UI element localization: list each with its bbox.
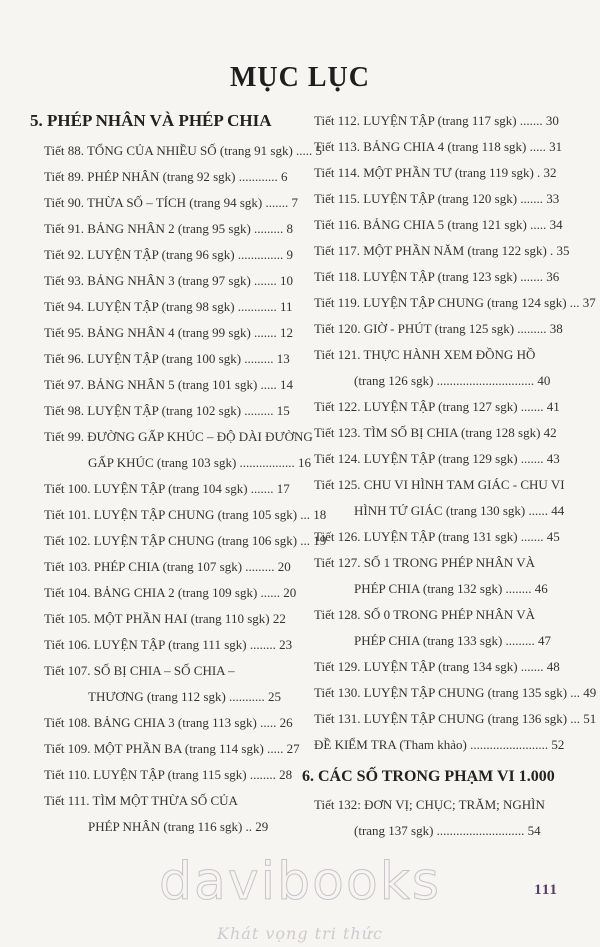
toc-entry: HÌNH TỨ GIÁC (trang 130 sgk) ...... 44 (354, 503, 565, 518)
toc-entry: Tiết 121. THỰC HÀNH XEM ĐỒNG HỒ (314, 347, 536, 362)
toc-entry: PHÉP CHIA (trang 132 sgk) ........ 46 (354, 581, 548, 596)
toc-entry: Tiết 105. MỘT PHẦN HAI (trang 110 sgk) 22 (44, 611, 286, 626)
toc-entry: Tiết 111. TÌM MỘT THỪA SỐ CỦA (44, 793, 238, 808)
toc-entry: Tiết 124. LUYỆN TẬP (trang 129 sgk) ....... 43 (314, 451, 560, 466)
toc-entry: Tiết 132: ĐƠN VỊ; CHỤC; TRĂM; NGHÌN (314, 797, 545, 812)
toc-entry: Tiết 99. ĐƯỜNG GẤP KHÚC – ĐỘ DÀI ĐƯỜNG (44, 429, 313, 444)
page-title: MỤC LỤC (230, 62, 370, 93)
toc-entry: Tiết 100. LUYỆN TẬP (trang 104 sgk) ....... 17 (44, 481, 290, 496)
toc-entry: Tiết 128. SỐ 0 TRONG PHÉP NHÂN VÀ (314, 607, 536, 622)
section-heading: 5. PHÉP NHÂN VÀ PHÉP CHIA (30, 111, 272, 130)
toc-entry: Tiết 96. LUYỆN TẬP (trang 100 sgk) ......... 13 (44, 351, 290, 366)
toc-entry: Tiết 102. LUYỆN TẬP CHUNG (trang 106 sgk) ... 19 (44, 533, 327, 548)
toc-entry: (trang 137 sgk) ........................... 54 (354, 823, 541, 838)
toc-entry: Tiết 110. LUYỆN TẬP (trang 115 sgk) ........ 28 (44, 767, 293, 782)
toc-entry-list (302, 108, 597, 758)
toc-entry: Tiết 89. PHÉP NHÂN (trang 92 sgk) ............ 6 (44, 169, 288, 184)
toc-entry: Tiết 114. MỘT PHẦN TƯ (trang 119 sgk) . 32 (314, 165, 557, 180)
toc-entry: Tiết 117. MỘT PHẦN NĂM (trang 122 sgk) . 35 (314, 243, 570, 258)
section-heading: 6. CÁC SỐ TRONG PHẠM VI 1.000 (302, 768, 555, 785)
toc-entry: Tiết 112. LUYỆN TẬP (trang 117 sgk) ....... 30 (314, 113, 559, 128)
toc-entry: Tiết 109. MỘT PHẦN BA (trang 114 sgk) ..... 27 (44, 741, 300, 756)
toc-right-column (302, 108, 597, 844)
toc-entry: Tiết 92. LUYỆN TẬP (trang 96 sgk) .............. 9 (44, 247, 294, 262)
toc-entry: (trang 126 sgk) .............................. 40 (354, 373, 551, 388)
page-number: 111 (534, 882, 558, 898)
toc-entry: Tiết 97. BẢNG NHÂN 5 (trang 101 sgk) ..... 14 (44, 377, 294, 392)
toc-entry: Tiết 107. SỐ BỊ CHIA – SỐ CHIA – (44, 663, 235, 678)
toc-entry: Tiết 116. BẢNG CHIA 5 (trang 121 sgk) ..... 34 (314, 217, 563, 232)
watermark-logo: davibooks (159, 852, 441, 912)
toc-entry: Tiết 118. LUYỆN TẬP (trang 123 sgk) ....... 36 (314, 269, 560, 284)
toc-entry: THƯƠNG (trang 112 sgk) ........... 25 (88, 689, 282, 704)
toc-entry: Tiết 98. LUYỆN TẬP (trang 102 sgk) ......... 15 (44, 403, 290, 418)
toc-entry: Tiết 103. PHÉP CHIA (trang 107 sgk) ......... 20 (44, 559, 291, 574)
toc-entry-list (30, 138, 327, 840)
toc-entry: Tiết 106. LUYỆN TẬP (trang 111 sgk) ........ 23 (44, 637, 293, 652)
toc-entry: Tiết 115. LUYỆN TẬP (trang 120 sgk) ....... 33 (314, 191, 560, 206)
toc-entry: Tiết 113. BẢNG CHIA 4 (trang 118 sgk) ..... 31 (314, 139, 563, 154)
toc-entry: GẤP KHÚC (trang 103 sgk) ................. 16 (88, 455, 312, 470)
toc-entry: Tiết 93. BẢNG NHÂN 3 (trang 97 sgk) ....... 10 (44, 273, 294, 288)
toc-entry: Tiết 123. TÌM SỐ BỊ CHIA (trang 128 sgk) 42 (314, 425, 557, 440)
toc-entry: Tiết 104. BẢNG CHIA 2 (trang 109 sgk) ...... 20 (44, 585, 297, 600)
toc-entry: Tiết 127. SỐ 1 TRONG PHÉP NHÂN VÀ (314, 555, 536, 570)
toc-entry: Tiết 120. GIỜ - PHÚT (trang 125 sgk) ......... 38 (314, 321, 563, 336)
toc-left-column (30, 108, 327, 840)
toc-entry: PHÉP CHIA (trang 133 sgk) ......... 47 (354, 633, 552, 648)
toc-entry: Tiết 122. LUYỆN TẬP (trang 127 sgk) ....... 41 (314, 399, 560, 414)
toc-entry: Tiết 90. THỪA SỐ – TÍCH (trang 94 sgk) ....... 7 (44, 195, 298, 210)
toc-entry: ĐỀ KIỂM TRA (Tham khảo) ........................ 52 (314, 737, 565, 752)
toc-entry: Tiết 130. LUYỆN TẬP CHUNG (trang 135 sgk) ... 49 (314, 685, 597, 700)
toc-entry: Tiết 88. TỔNG CỦA NHIỀU SỐ (trang 91 sgk) ..... 5 (44, 143, 323, 158)
toc-entry: Tiết 131. LUYỆN TẬP CHUNG (trang 136 sgk) ... 51 (314, 711, 597, 726)
toc-entry: Tiết 95. BẢNG NHÂN 4 (trang 99 sgk) ....... 12 (44, 325, 294, 340)
toc-entry: PHÉP NHÂN (trang 116 sgk) .. 29 (88, 819, 269, 834)
toc-entry: Tiết 101. LUYỆN TẬP CHUNG (trang 105 sgk) ... 18 (44, 507, 327, 522)
toc-entry: Tiết 108. BẢNG CHIA 3 (trang 113 sgk) ..... 26 (44, 715, 293, 730)
toc-entry: Tiết 129. LUYỆN TẬP (trang 134 sgk) ....... 48 (314, 659, 560, 674)
toc-entry-list (302, 792, 560, 844)
watermark-slogan: Khát vọng tri thức (217, 924, 383, 943)
toc-entry: Tiết 125. CHU VI HÌNH TAM GIÁC - CHU VI (314, 477, 565, 492)
toc-entry: Tiết 94. LUYỆN TẬP (trang 98 sgk) ............ 11 (44, 299, 293, 314)
toc-entry: Tiết 126. LUYỆN TẬP (trang 131 sgk) ....... 45 (314, 529, 560, 544)
toc-entry: Tiết 91. BẢNG NHÂN 2 (trang 95 sgk) ......... 8 (44, 221, 294, 236)
toc-entry: Tiết 119. LUYỆN TẬP CHUNG (trang 124 sgk) ... 37 (314, 295, 596, 310)
